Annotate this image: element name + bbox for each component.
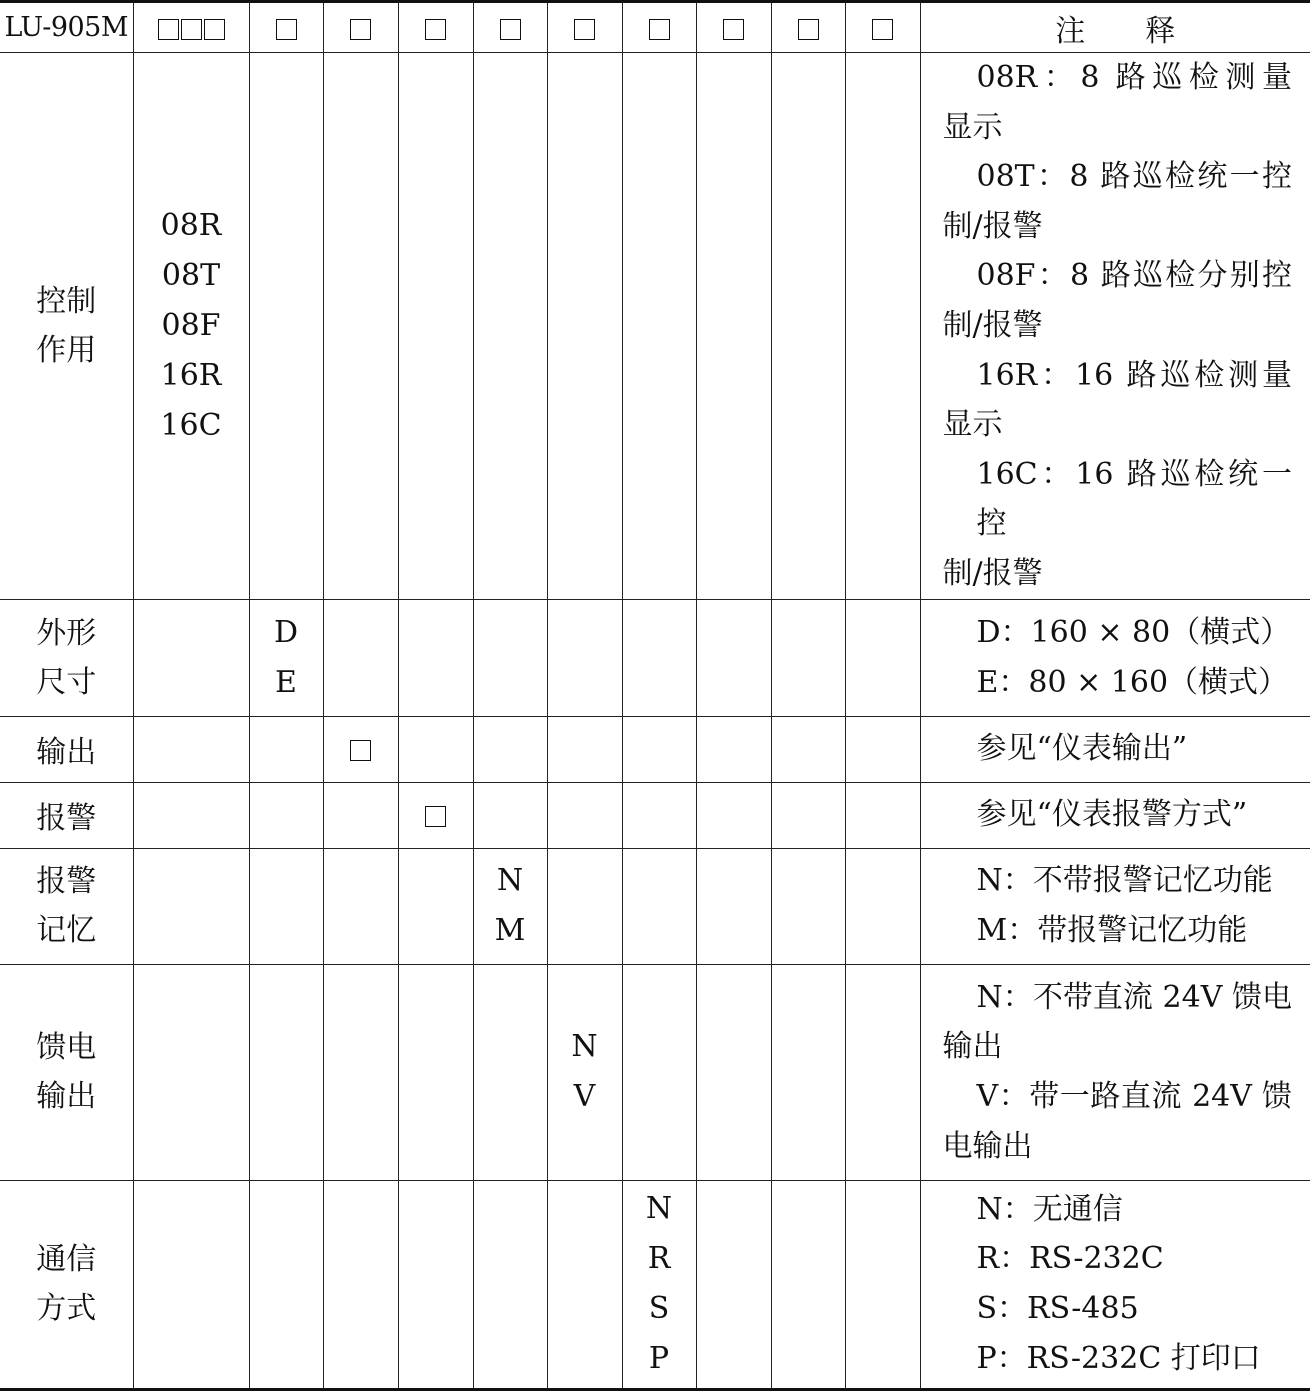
note-line: V：带一路直流 24V 馈 [976, 1079, 1292, 1115]
code-placeholder-box [181, 19, 202, 40]
note-line: D：160 × 80（横式） [976, 614, 1291, 650]
note-line: 08F：8 路巡检分别控 [976, 258, 1292, 294]
code-option: 08T [161, 257, 221, 293]
code-cell-size [249, 599, 323, 716]
row-label-line: 馈电 [36, 1030, 97, 1066]
notes-control [920, 53, 1310, 600]
code-placeholder-box [798, 19, 819, 40]
empty-cell [323, 848, 398, 964]
code-option: S [648, 1291, 670, 1327]
note-line: M：带报警记忆功能 [976, 913, 1248, 949]
code-cell-alarm-memory [473, 848, 547, 964]
row-alarm [0, 782, 1310, 848]
code-placeholder-box [350, 740, 371, 761]
empty-cell [398, 716, 473, 782]
empty-cell [133, 599, 249, 716]
note-line: 08R：8 路巡检测量 [976, 60, 1292, 95]
note-line: 08T：8 路巡检统一控 [976, 159, 1292, 195]
code-option: N [496, 863, 524, 899]
note-line: 16C：16 路巡检统一控 [976, 456, 1292, 542]
empty-cell [696, 964, 771, 1180]
row-label-line: 通信 [36, 1242, 97, 1278]
row-label-line: 外形 [36, 615, 97, 651]
empty-cell [323, 53, 398, 600]
row-label-alarm-memory [0, 848, 133, 964]
empty-cell [249, 848, 323, 964]
notes-feed [920, 964, 1310, 1180]
code-placeholder-cell [845, 2, 920, 53]
code-placeholder-cell [473, 2, 547, 53]
empty-cell [249, 782, 323, 848]
empty-cell [771, 53, 845, 600]
empty-cell [398, 599, 473, 716]
row-label-feed [0, 964, 133, 1180]
code-placeholder-box [574, 19, 595, 40]
empty-cell [771, 599, 845, 716]
empty-cell [547, 53, 622, 600]
empty-cell [845, 716, 920, 782]
empty-cell [323, 1180, 398, 1389]
note-line: 制/报警 [942, 555, 1043, 591]
row-output [0, 716, 1310, 782]
code-placeholder-cell [696, 2, 771, 53]
empty-cell [547, 1180, 622, 1389]
model-number: LU-905M [0, 2, 133, 53]
empty-cell [771, 964, 845, 1180]
empty-cell [771, 782, 845, 848]
empty-cell [845, 599, 920, 716]
empty-cell [771, 1180, 845, 1389]
notes-alarm [920, 782, 1310, 848]
empty-cell [622, 782, 696, 848]
row-label-comm [0, 1180, 133, 1389]
empty-cell [845, 53, 920, 600]
empty-cell [323, 599, 398, 716]
note-line: 16R：16 路巡检测量 [976, 357, 1292, 393]
empty-cell [133, 1180, 249, 1389]
code-option: 16R [160, 357, 222, 393]
empty-cell [845, 782, 920, 848]
code-placeholder-cell [249, 2, 323, 53]
note-line: R：RS-232C [976, 1241, 1164, 1277]
empty-cell [547, 716, 622, 782]
row-label-line: 报警 [36, 864, 97, 900]
code-placeholder-cell [622, 2, 696, 53]
empty-cell [622, 53, 696, 600]
note-line: 参见“仪表输出” [976, 731, 1188, 767]
note-line: N：无通信 [976, 1191, 1123, 1227]
code-cell-control [133, 53, 249, 600]
code-placeholder-box [158, 19, 179, 40]
row-communication [0, 1180, 1310, 1389]
empty-cell [398, 848, 473, 964]
empty-cell [473, 964, 547, 1180]
code-placeholder-box [500, 19, 521, 40]
empty-cell [398, 1180, 473, 1389]
note-line: E：80 × 160（横式） [976, 664, 1289, 700]
empty-cell [771, 716, 845, 782]
empty-cell [133, 848, 249, 964]
notes-comm [920, 1180, 1310, 1389]
empty-cell [473, 1180, 547, 1389]
empty-cell [249, 1180, 323, 1389]
code-placeholder-group [133, 2, 249, 53]
code-option: E [275, 664, 297, 700]
row-label-line: 方式 [36, 1291, 97, 1327]
code-option: P [648, 1341, 670, 1377]
empty-cell [249, 716, 323, 782]
empty-cell [696, 848, 771, 964]
code-option: 08R [160, 207, 222, 243]
note-line: N：不带报警记忆功能 [976, 863, 1273, 899]
code-option: V [573, 1079, 596, 1115]
empty-cell [622, 716, 696, 782]
code-placeholder-box [872, 19, 893, 40]
code-placeholder-box [276, 19, 297, 40]
row-outline-size [0, 599, 1310, 716]
notes-alarm-memory [920, 848, 1310, 964]
row-label-size [0, 599, 133, 716]
note-line: 显示 [942, 109, 1003, 145]
code-option: 08F [161, 307, 221, 343]
row-feed-output [0, 964, 1310, 1180]
empty-cell [845, 964, 920, 1180]
row-label-alarm: 报警 [0, 782, 133, 848]
empty-cell [845, 848, 920, 964]
empty-cell [398, 53, 473, 600]
code-placeholder-cell [547, 2, 622, 53]
empty-cell [473, 782, 547, 848]
row-label-line: 记忆 [36, 913, 97, 949]
row-label-control [0, 53, 133, 600]
empty-cell [323, 964, 398, 1180]
code-placeholder-cell [323, 2, 398, 53]
empty-cell [547, 782, 622, 848]
row-label-line: 尺寸 [36, 664, 97, 700]
code-placeholder-cell [398, 2, 473, 53]
empty-cell [622, 848, 696, 964]
row-control-function [0, 53, 1310, 600]
note-line: 制/报警 [942, 208, 1043, 244]
empty-cell [473, 716, 547, 782]
empty-cell [323, 782, 398, 848]
code-placeholder-box [649, 19, 670, 40]
note-line: 电输出 [942, 1128, 1033, 1164]
empty-cell [696, 716, 771, 782]
empty-cell [845, 1180, 920, 1389]
empty-cell [547, 848, 622, 964]
code-placeholder-box [350, 19, 371, 40]
code-option: N [645, 1191, 673, 1227]
note-line: S：RS-485 [976, 1291, 1139, 1327]
empty-cell [249, 53, 323, 600]
notes-size [920, 599, 1310, 716]
empty-cell [133, 782, 249, 848]
row-label-output: 输出 [0, 716, 133, 782]
note-line: 参见“仪表报警方式” [976, 797, 1248, 833]
code-placeholder-box [425, 19, 446, 40]
row-label-line: 作用 [36, 332, 97, 368]
code-cell-comm [622, 1180, 696, 1389]
empty-cell [133, 716, 249, 782]
code-placeholder-box [204, 19, 225, 40]
note-line: N：不带直流 24V 馈电 [976, 979, 1292, 1015]
empty-cell [133, 964, 249, 1180]
code-cell-feed [547, 964, 622, 1180]
empty-cell [696, 782, 771, 848]
code-option: M [494, 913, 526, 949]
header-row [0, 2, 1310, 53]
notes-header: 注 释 [920, 2, 1310, 53]
code-option: D [273, 614, 299, 650]
note-line: 制/报警 [942, 307, 1043, 343]
code-option: N [571, 1029, 598, 1065]
empty-cell [696, 1180, 771, 1389]
empty-cell [622, 599, 696, 716]
code-placeholder-cell [323, 716, 398, 782]
note-line: P：RS-232C 打印口 [976, 1340, 1261, 1376]
row-alarm-memory [0, 848, 1310, 964]
empty-cell [473, 599, 547, 716]
empty-cell [473, 53, 547, 600]
empty-cell [696, 599, 771, 716]
notes-output [920, 716, 1310, 782]
note-line: 显示 [942, 407, 1003, 443]
code-placeholder-box [425, 806, 446, 827]
empty-cell [696, 53, 771, 600]
code-placeholder-cell [398, 782, 473, 848]
row-label-line: 输出 [36, 1079, 97, 1115]
empty-cell [249, 964, 323, 1180]
code-placeholder-box [723, 19, 744, 40]
row-label-line: 控制 [36, 283, 97, 319]
code-option: R [647, 1241, 671, 1277]
empty-cell [622, 964, 696, 1180]
note-line: 输出 [942, 1029, 1003, 1065]
empty-cell [547, 599, 622, 716]
empty-cell [771, 848, 845, 964]
empty-cell [398, 964, 473, 1180]
code-placeholder-cell [771, 2, 845, 53]
code-option: 16C [160, 407, 222, 443]
